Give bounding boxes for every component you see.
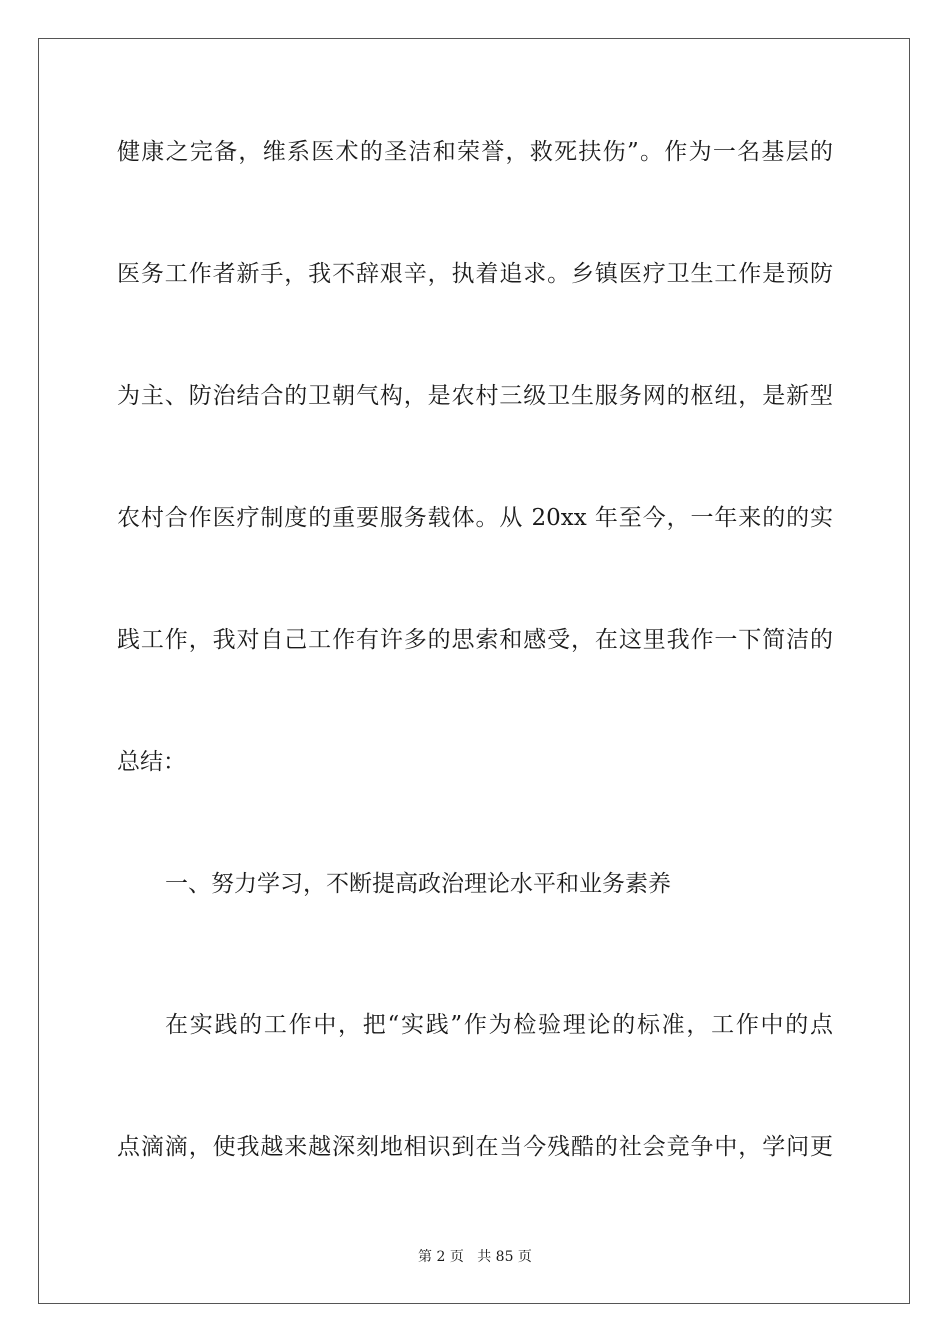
page-footer xyxy=(0,1248,950,1266)
text-line-9: 点滴滴，使我越来越深刻地相识到在当今残酷的社会竞争中，学问更 xyxy=(117,1134,833,1160)
text-line-6: 总结： xyxy=(117,749,186,775)
page-total: 共 85 页 xyxy=(477,1249,532,1265)
text-line-1: 健康之完备，维系医术的圣洁和荣誉，救死扶伤”。作为一名基层的 xyxy=(117,139,833,165)
text-line-3: 为主、防治结合的卫朝气构，是农村三级卫生服务网的枢纽，是新型 xyxy=(117,383,833,409)
text-line-5: 践工作，我对自己工作有许多的思索和感受，在这里我作一下简洁的 xyxy=(117,627,833,653)
page-border xyxy=(38,38,910,1304)
page-number: 第 2 页 xyxy=(418,1249,464,1265)
text-line-2: 医务工作者新手，我不辞艰辛，执着追求。乡镇医疗卫生工作是预防 xyxy=(117,261,833,287)
text-line-4: 农村合作医疗制度的重要服务载体。从 20xx 年至今，一年来的的实 xyxy=(117,505,833,531)
text-line-8: 在实践的工作中，把“实践”作为检验理论的标准，工作中的点 xyxy=(165,1012,833,1038)
section-heading: 一、努力学习，不断提高政治理论水平和业务素养 xyxy=(165,871,671,897)
